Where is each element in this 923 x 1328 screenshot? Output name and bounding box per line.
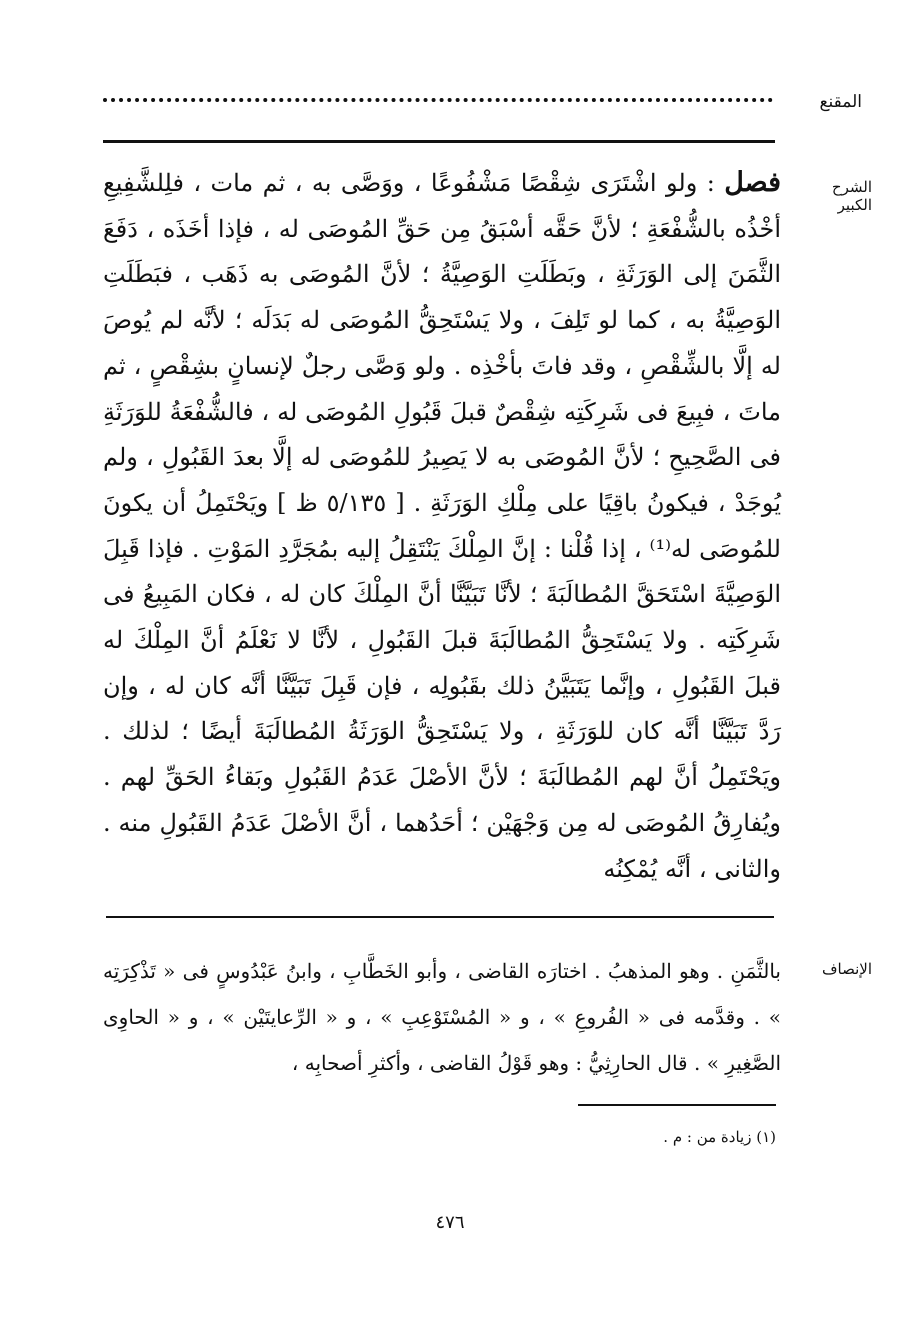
sharh-paragraph (103, 160, 781, 892)
section-separator (106, 916, 774, 918)
sharh-section-label: الشرح الكبير (831, 178, 872, 214)
insaf-body: بالثَّمَنِ . وهو المذهبُ . اختارَه القاضى ، وأبو الخَطَّابِ ، وابنُ عَبْدُوسٍ فى « تَذْكِرَتِه » . وقدَّمه فى « الفُروعِ » ، و « المُسْتَوْعِبِ » ، و « الرِّعايتَيْن » ، و « الحاوِى الصَّغِيرِ » . قال الحارِثِيُّ : وهو قَوْلُ القاضى ، وأكثرِ أصحابِه ، (103, 959, 781, 1075)
footnote-rule (578, 1104, 776, 1106)
header-dotted-rule (103, 98, 773, 102)
insaf-section-label: الإنصاف (821, 960, 872, 978)
book-title: المقنع (819, 92, 862, 112)
sharh-text-block (103, 160, 781, 892)
page-number: ٤٧٦ (435, 1212, 465, 1233)
insaf-text-block (103, 948, 781, 1086)
section-heading: فصل (724, 167, 781, 198)
header-rule (103, 140, 775, 143)
sharh-body: : ولو اشْتَرَى شِقْصًا مَشْفُوعًا ، ووَصَّى به ، ثم مات ، فلِلشَّفِيعِ أخْذُه بالشُّفْعَةِ ؛ لأنَّ حَقَّه أسْبَقُ مِن حَقِّ المُوصَى له ، فإذا أخَذَه ، دَفَعَ الثَّمَنَ إلى الوَرَثَةِ ، وبَطَلَتِ الوَصِيَّةُ ؛ لأنَّ المُوصَى به ذَهَب ، فبَطَلَتِ الوَصِيَّةُ به ، كما لو تَلِفَ ، ولا يَسْتَحِقُّ المُوصَى له بَدَلَه ؛ لأنَّه لم يُوصَ له إلَّا بالشِّقْصِ ، وقد فاتَ بأخْذِه . ولو وَصَّى رجلٌ لإنسانٍ بشِقْصٍ ، ثم ماتَ ، فبِيعَ فى شَرِكَتِه شِقْصٌ قبلَ قَبُولِ المُوصَى له ، فالشُّفْعَةُ للوَرَثَةِ فى الصَّحِيحِ ؛ لأنَّ المُوصَى به لا يَصِيرُ للمُوصَى له إلَّا بعدَ القَبُولِ ، ولم يُوجَدْ ، فيكونُ باقِيًا على مِلْكِ الوَرَثَةِ . [ ٥/١٣٥ ظ ] ويَحْتَمِلُ أن يكونَ للمُوصَى له⁽¹⁾ ، إذا قُلْنا : إنَّ المِلْكَ يَنْتَقِلُ إليه بمُجَرَّدِ المَوْتِ . فإذا قَبِلَ الوَصِيَّةَ اسْتَحَقَّ المُطالَبَةَ ؛ لأنَّا تَبَيَّنَّا أنَّ المِلْكَ كان له ، فكان المَبِيعُ فى شَرِكَتِه . ولا يَسْتَحِقُّ المُطالَبَةَ قبلَ القَبُولِ ، لأنَّا لا نَعْلَمُ أنَّ المِلْكَ له قبلَ القَبُولِ ، وإنَّما يَتَبَيَّنُ ذلك بقَبُولِه ، فإن قَبِلَ تَبَيَّنَّا أنَّه كان له ، وإن رَدَّ تَبَيَّنَّا أنَّه كان للوَرَثَةِ ، ولا يَسْتَحِقُّ الوَرَثَةُ المُطالَبَةَ أيضًا ؛ لذلك . ويَحْتَمِلُ أنَّ لهم المُطالَبَةَ ؛ لأنَّ الأصْلَ عَدَمُ القَبُولِ وبَقاءُ الحَقِّ لهم . ويُفارِقُ المُوصَى له مِن وَجْهَيْن ؛ أحَدُهما ، أنَّ الأصْلَ عَدَمُ القَبُولِ منه . والثانى ، أنَّه يُمْكِنُه (103, 169, 782, 883)
footnote: (١) زيادة من : م . (663, 1128, 776, 1146)
